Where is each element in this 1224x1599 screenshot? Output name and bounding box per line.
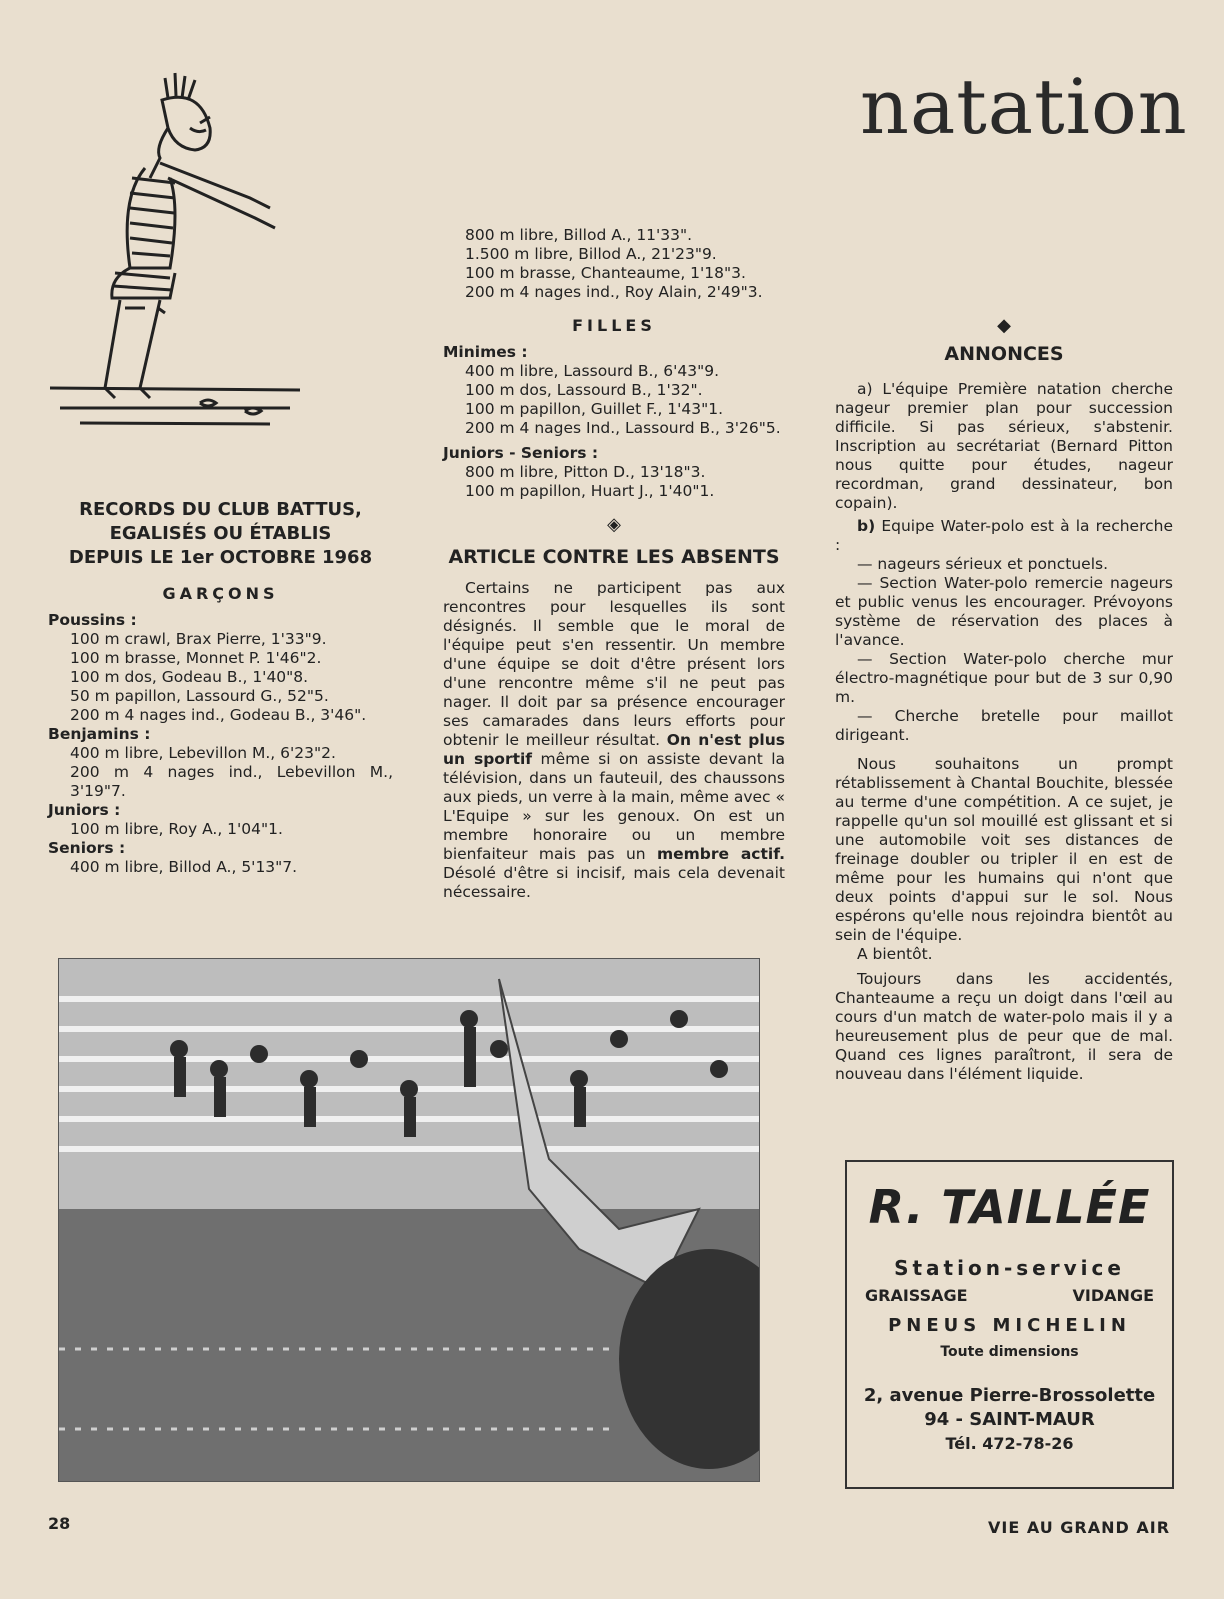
record-entry: 50 m papillon, Lassourd G., 52"5. [70,687,329,705]
group-label: Poussins : [48,611,137,629]
records-column [48,498,393,877]
boys-label: GARÇONS [162,584,279,603]
annonce-a: a) L'équipe Première natation cherche nageur premier plan pour succession difficile. Si pas sérieux, s'abstenir. Inscription au secrétariat (Bernard Pitton nous quitte pour études, nageur recordman, grand dessinateur, bon copain). [835,380,1174,512]
article-body: Certains ne participent pas aux rencontres pour lesquelles ils sont désignés. Il semble que le moral de l'équipe peut s'en ressentir. Un membre d'une équipe se doit d'être présent lors d'une rencontre même s'il ne peut pas nager. Il doit par sa présence encourager ses camarades dans leurs efforts pour obtenir le meilleur résultat. On n'est plus un sportif même si on assiste devant la télévision, dans un fauteuil, des chaussons aux pieds, un verre à la main, même avec « L'Equipe » sur les genoux. On est un membre honoraire ou un membre bienfaiteur mais pas un membre actif. Désolé d'être si incisif, mais cela devenait nécessaire. [443,579,786,901]
group-label: Juniors : [48,801,121,819]
record-entry: 200 m 4 nages ind., Lebevillon M., 3'19"7. [70,763,393,800]
record-entry: 100 m libre, Roy A., 1'04"1. [70,820,283,838]
diving-photo [58,958,760,1482]
ad-address: 2, avenue Pierre-Brossolette 94 - SAINT-MAUR Tél. 472-78-26 [863,1385,1156,1453]
records-heading: RECORDS DU CLUB BATTUS, EGALISÉS OU ÉTABLIS DEPUIS LE 1er OCTOBRE 1968 [68,499,373,568]
record-entry: 100 m brasse, Monnet P. 1'46"2. [70,649,322,667]
diver-illustration [50,68,310,438]
record-entry: 100 m papillon, Guillet F., 1'43"1. [465,400,724,418]
annonces-title: ANNONCES [944,343,1064,365]
record-entry: 800 m libre, Pitton D., 13'18"3. [465,463,706,481]
record-entry: 200 m 4 nages Ind., Lassourd B., 3'26"5. [465,419,781,437]
record-entry: 200 m 4 nages ind., Roy Alain, 2'49"3. [465,283,763,301]
group-label: Minimes : [443,343,528,361]
annonce-paragraph: Nous souhaitons un prompt rétablissement à Chantal Bouchite, blessée au terme d'une compétition. A ce sujet, je rappelle qu'un sol mouillé est glissant et si une automobile voit ses distances de freinage doubler ou tripler il en est de même pour les humains qui n'ont que deux points d'appui sur le sol. Nous espérons qu'elle nous rejoindra bientôt au sein de l'équipe. [835,755,1173,944]
group-label: Benjamins : [48,725,151,743]
girls-label: FILLES [572,316,656,335]
annonce-b-item: — Section Water-polo remercie nageurs et public venus les encourager. Prévoyons système de réservation des places à l'avance. [835,574,1173,649]
record-entry: 400 m libre, Lassourd B., 6'43"9. [465,362,720,380]
publication-name: VIE AU GRAND AIR [988,1518,1171,1537]
page-number: 28 [48,1514,71,1533]
middle-column [443,226,785,902]
annonce-paragraph: A bientôt. [857,945,933,963]
pool-scene-image [59,959,759,1481]
group-label: Juniors - Seniors : [443,444,599,462]
ad-brand-name: R. TAILLÉE [868,1180,1151,1234]
page-title: natation [860,62,1188,151]
annonces-block [835,316,1173,1084]
advertisement [845,1160,1174,1489]
ad-line: Toute dimensions [940,1344,1079,1360]
record-entry: 100 m dos, Godeau B., 1'40"8. [70,668,309,686]
annonce-b: b) Equipe Water-polo est à la recherche : [835,517,1173,554]
record-entry: 100 m brasse, Chanteaume, 1'18"3. [465,264,746,282]
annonce-b-item: — Section Water-polo cherche mur électro-magnétique pour but de 3 sur 0,90 m. [835,650,1173,706]
diamond-ornament-icon: ◆ [997,315,1011,336]
annonce-b-item: — nageurs sérieux et ponctuels. [857,555,1109,573]
ad-line: Station-service [894,1256,1125,1280]
record-entry: 100 m papillon, Huart J., 1'40"1. [465,482,715,500]
record-entry: 1.500 m libre, Billod A., 21'23"9. [465,245,717,263]
diamond-ornament-icon: ◈ [607,514,621,535]
record-entry: 800 m libre, Billod A., 11'33". [465,226,693,244]
ad-line: PNEUS MICHELIN [888,1315,1131,1336]
record-entry: 400 m libre, Billod A., 5'13"7. [70,858,298,876]
record-entry: 200 m 4 nages ind., Godeau B., 3'46". [70,706,367,724]
annonce-b-item: — Cherche bretelle pour maillot dirigeant. [835,707,1173,744]
record-entry: 100 m crawl, Brax Pierre, 1'33"9. [70,630,327,648]
record-entry: 400 m libre, Lebevillon M., 6'23"2. [70,744,336,762]
article-title: ARTICLE CONTRE LES ABSENTS [448,546,780,568]
ad-services: GRAISSAGE VIDANGE [865,1286,1154,1305]
annonce-paragraph: Toujours dans les accidentés, Chanteaume a reçu un doigt dans l'œil au cours d'un match de water-polo mais il y a heureusement plus de peur que de mal. Quand ces lignes paraîtront, il sera de nouveau dans l'élément liquide. [835,970,1173,1083]
group-label: Seniors : [48,839,126,857]
record-entry: 100 m dos, Lassourd B., 1'32". [465,381,703,399]
